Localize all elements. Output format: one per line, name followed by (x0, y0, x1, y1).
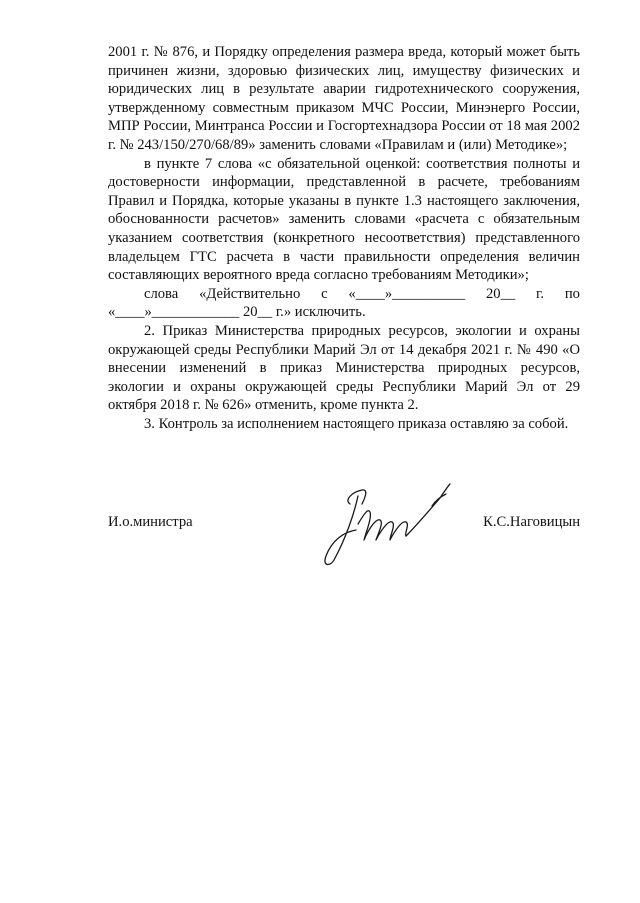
paragraph-item-3: 3. Контроль за исполнением настоящего приказа оставляю за собой. (144, 415, 569, 432)
dates-clause-line-1 (108, 285, 580, 304)
dates-word-6: г. (535, 285, 544, 302)
signature-stroke (358, 511, 407, 540)
handwritten-signature-icon (312, 474, 462, 574)
paragraph-item-7: в пункте 7 слова «с обязательной оценкой: соответствия полноты и достоверности информации, представленной в расчете, требованиям Правил и Порядка, которые указаны в пункте 1.3 настоящего заключения, обоснованности расчетов» заменить словами «расчета с обязательным указанием соответствия (конкретного несоответствия) представленного владельцем ГТС расчета в части правильности определения величин составляющих вероятного вреда согласно требованиям Методики»; (108, 155, 580, 284)
dates-word-3: с (321, 285, 328, 302)
signature-stroke (406, 484, 450, 536)
signature-stroke (325, 496, 358, 565)
signer-position: И.о.министра (108, 514, 193, 530)
dates-word-4: «____»__________ (348, 285, 466, 302)
signer-name: К.С.Наговицын (483, 514, 580, 530)
dates-word-5: 20__ (485, 285, 516, 302)
document-body (108, 43, 580, 433)
paragraph-continuation: 2001 г. № 876, и Порядку определения размера вреда, который может быть причинен жизни, здоровью физических лиц, имуществу физических и юридических лиц в результате аварии гидротехнического сооружения, утвержденному совместным приказом МЧС России, Минэнерго России, МПР России, Минтранса России и Госгортехнадзора России от 18 мая 2002 г. № 243/150/270/68/89» заменить словами «Правилам и (или) Методике»; (108, 44, 580, 153)
dates-word-7: по (564, 285, 580, 302)
dates-clause-line-2: «____»____________ 20__ г.» исключить. (108, 304, 366, 321)
dates-word-2: «Действительно (199, 285, 301, 302)
dates-word-1: слова (144, 285, 179, 302)
paragraph-item-2: 2. Приказ Министерства природных ресурсов, экологии и охраны окружающей среды Республики Марий Эл от 14 декабря 2021 г. № 490 «О внесении изменений в приказ Министерства природных ресурсов, экологии и охраны окружающей среды Республики Марий Эл от 29 октября 2018 г. № 626» отменить, кроме пункта 2. (108, 322, 580, 414)
